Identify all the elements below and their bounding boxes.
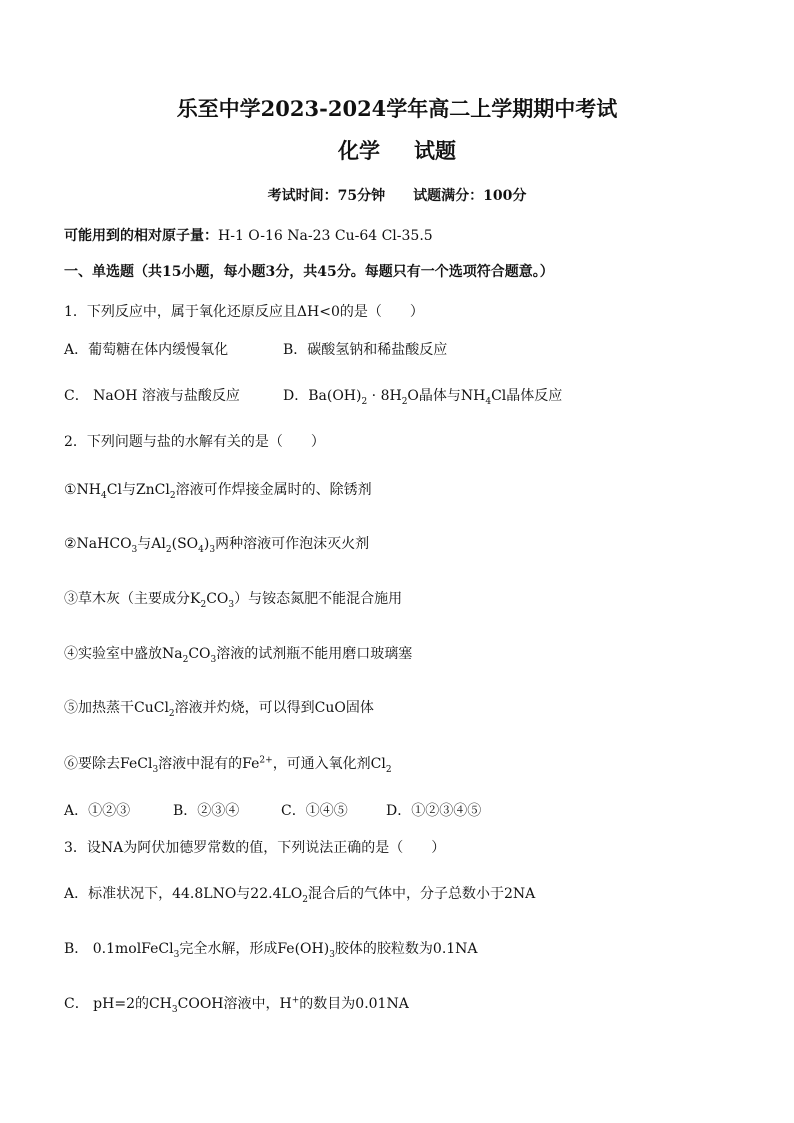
paper-type: 试题 <box>414 138 456 163</box>
question-1-stem <box>64 302 424 322</box>
question-2-item-4: ④实验室中盛放$Na_2CO_3$溶液的试剂瓶不能用磨口玻璃塞 <box>64 646 413 665</box>
exam-meta <box>0 186 794 206</box>
question-2-item-6: ⑥要除去FeCl$_3$溶液中混有的$Fe^{2+}$，可通入氧化剂$Cl_2$ <box>64 755 392 775</box>
question-1-option-a: A．葡萄糖在体内缓慢氧化 <box>64 342 229 358</box>
section-heading: 一、单选题（共15小题，每小题3分，共45分。每题只有一个选项符合题意。） <box>64 264 554 280</box>
question-3-option-b: B． 0.1molFeCl$_3$完全水解，形成$Fe(OH)_3$胶体的胶粒数为0.1NA <box>64 941 478 960</box>
question-2-item-3: ③草木灰（主要成分$K_2CO_3$）与铵态氮肥不能混合施用 <box>64 591 403 610</box>
exam-title: 乐至中学2023-2024学年高二上学期期中考试 <box>176 96 618 121</box>
full-score: 试题满分：100分 <box>413 188 527 204</box>
question-1-text: 1．下列反应中，属于氧化还原反应且 <box>64 304 297 320</box>
question-3-option-c: C． pH=2的$CH_3COOH$溶液中，H+的数目为0.01NA <box>64 995 409 1015</box>
atomic-masses-line <box>64 226 433 246</box>
question-2-item-5: ⑤加热蒸干CuCl$_2$溶液并灼烧，可以得到CuO固体 <box>64 700 374 719</box>
question-2-option-d: D．①②③④⑤ <box>386 803 482 819</box>
question-1-text-end: 的是（ <box>339 304 382 320</box>
atomic-masses-values: H-1 O-16 Na-23 Cu-64 Cl-35.5 <box>218 228 433 244</box>
subject-name: 化学 <box>338 138 380 163</box>
question-2-option-c: C．①④⑤ <box>281 803 348 819</box>
question-2-option-b: B．②③④ <box>173 803 240 819</box>
exam-time: 考试时间：75分钟 <box>267 188 386 204</box>
question-1-option-c: C． NaOH 溶液与盐酸反应 <box>64 388 240 404</box>
question-1-paren-close: ） <box>409 304 424 320</box>
question-2-stem: 2．下列问题与盐的水解有关的是（ ） <box>64 434 325 450</box>
question-1-option-b: B．碳酸氢钠和稀盐酸反应 <box>283 342 448 358</box>
question-1-formula: ΔH<0 <box>296 304 340 320</box>
question-2-option-a: A．①②③ <box>64 803 131 819</box>
atomic-masses-label: 可能用到的相对原子量： <box>64 228 218 244</box>
exam-subtitle <box>0 138 794 164</box>
question-3-stem: 3．设NA为阿伏加德罗常数的值，下列说法正确的是（ ） <box>64 840 446 856</box>
question-2-item-2: ②NaHCO$_3$与$Al_2(SO_4)_3$两种溶液可作泡沫灭火剂 <box>64 536 370 555</box>
question-1-option-d: D．$Ba(OH)_2 \cdot 8H_2O$晶体与$NH_4Cl$晶体反应 <box>283 388 563 407</box>
question-2-item-1: $①NH_4Cl$与ZnCl$_2$溶液可作焊接金属时的、除锈剂 <box>64 482 372 501</box>
question-3-option-a: A．标准状况下，44.8LNO与$22.4LO_2$混合后的气体中，分子总数小于2NA <box>64 886 536 905</box>
